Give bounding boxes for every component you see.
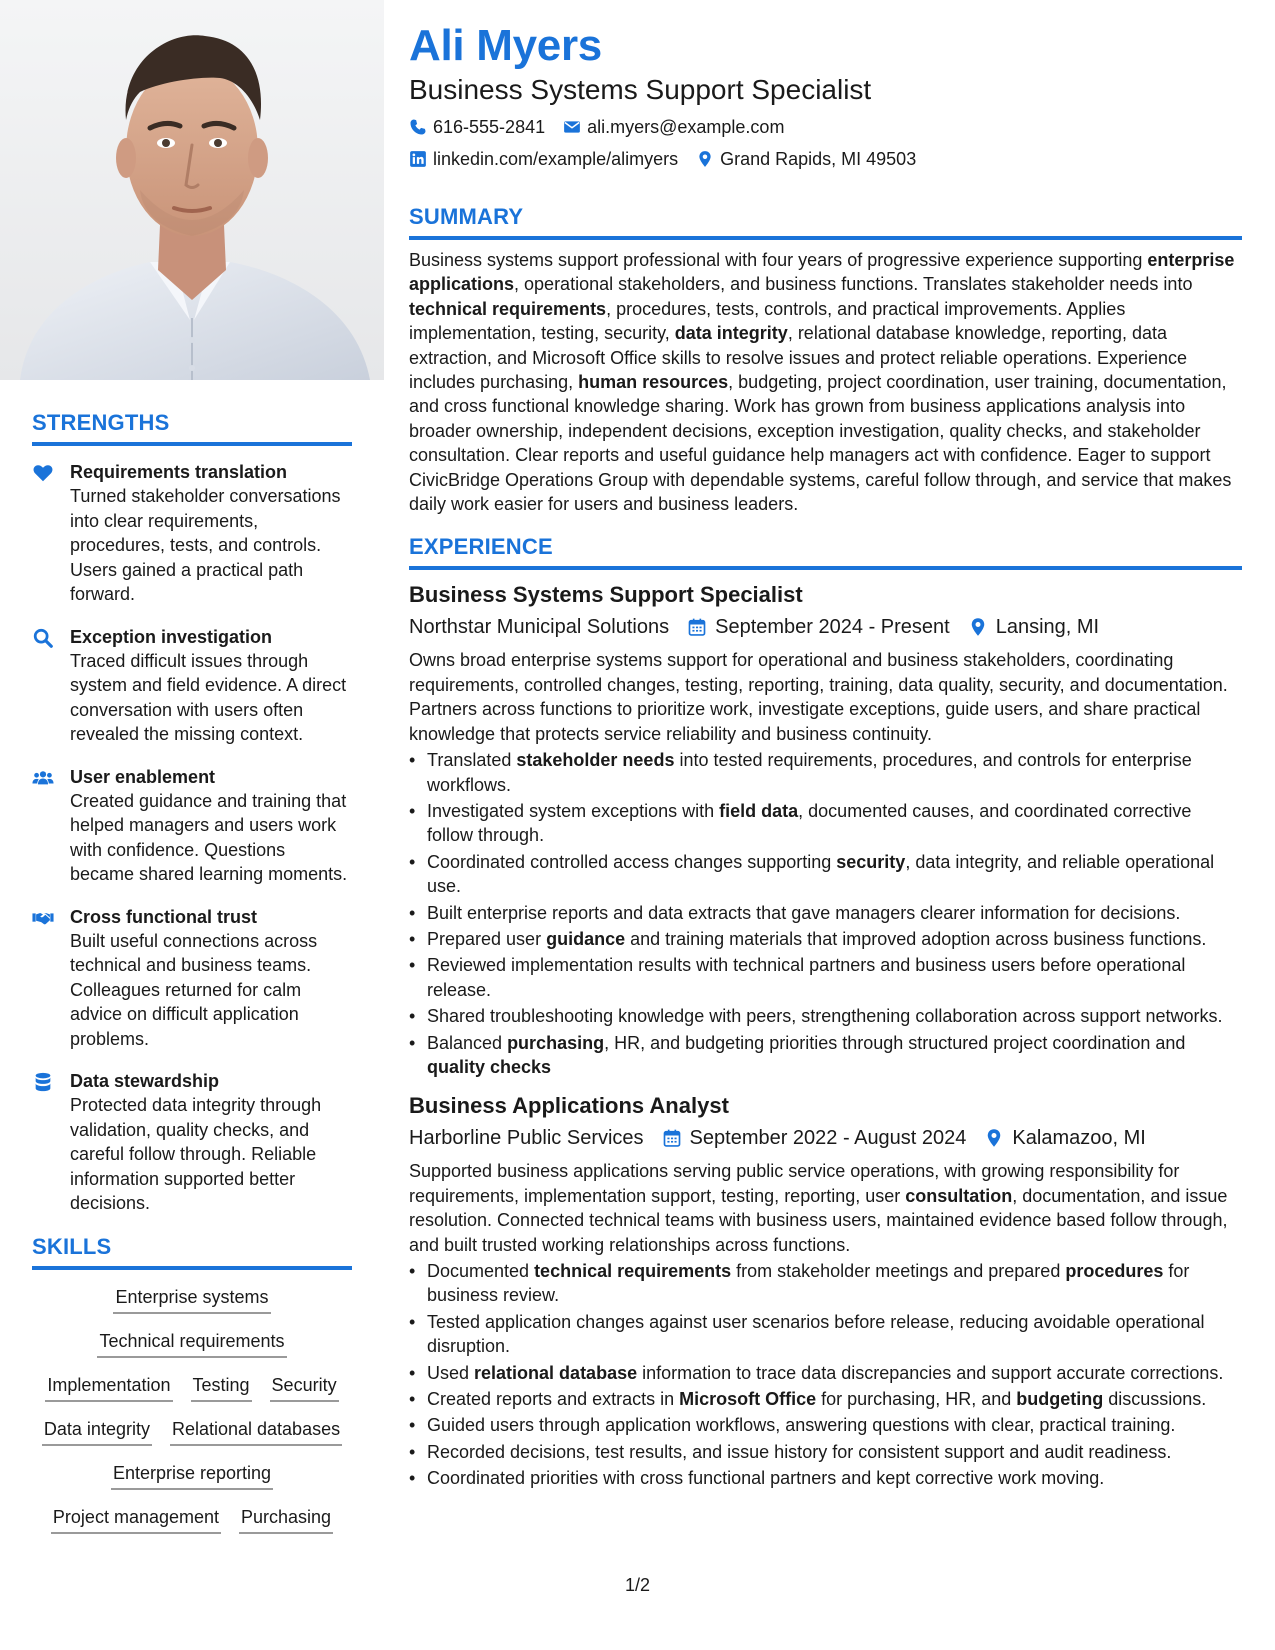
right-column bbox=[409, 20, 1242, 1493]
skill-row bbox=[32, 1460, 352, 1490]
job-meta bbox=[409, 1123, 1242, 1153]
map-pin-icon bbox=[968, 617, 988, 637]
strengths-heading: STRENGTHS bbox=[32, 410, 352, 446]
job-description: Supported business applications serving public service operations, with growing responsibility for requirements, implementation support, testing, reporting, user consultation, documentation, and issue resolution. Connected technical teams with business users, maintained evidence based follow through, and built trusted working relationships across functions. bbox=[409, 1161, 1228, 1255]
strength-item bbox=[32, 905, 352, 1052]
skill-tag: Relational databases bbox=[170, 1416, 342, 1446]
bold-keyword: security bbox=[836, 851, 906, 872]
job-bullet: • Coordinated priorities with cross functional partners and kept corrective work moving. bbox=[409, 1466, 1242, 1490]
bold-keyword: stakeholder needs bbox=[516, 750, 675, 771]
job-bullet: • Translated stakeholder needs into tested requirements, procedures, and controls for enterprise workflows. bbox=[409, 748, 1242, 797]
email-text: ali.myers@example.com bbox=[587, 117, 785, 137]
strength-description: Created guidance and training that helped managers and users work with confidence. Questions became shared learning moments. bbox=[70, 790, 348, 884]
skill-tag: Project management bbox=[51, 1504, 221, 1534]
contact-linkedin[interactable] bbox=[409, 146, 678, 172]
portrait-illustration bbox=[0, 0, 384, 380]
job-bullet: • Investigated system exceptions with field data, documented causes, and coordinated corrective follow through. bbox=[409, 799, 1242, 848]
calendar-icon bbox=[662, 1128, 682, 1148]
job-bullet: • Recorded decisions, test results, and issue history for consistent support and audit readiness. bbox=[409, 1440, 1242, 1464]
handshake-icon bbox=[32, 905, 70, 1052]
job-bullet: • Tested application changes against user scenarios before release, reducing avoidable operational disruption. bbox=[409, 1310, 1242, 1359]
job-entry bbox=[409, 1091, 1242, 1490]
strength-item bbox=[32, 765, 352, 887]
strength-description: Turned stakeholder conversations into clear requirements, procedures, tests, and controls. Users gained a practical path forward. bbox=[70, 486, 341, 604]
job-bullets bbox=[409, 748, 1242, 1079]
strength-item bbox=[32, 460, 352, 607]
skills-heading: SKILLS bbox=[32, 1234, 352, 1270]
job-bullet: • Documented technical requirements from stakeholder meetings and prepared procedures for business review. bbox=[409, 1259, 1242, 1308]
bold-keyword: relational database bbox=[474, 1362, 638, 1383]
bold-keyword: procedures bbox=[1065, 1261, 1164, 1281]
envelope-icon bbox=[563, 118, 581, 136]
candidate-headline: Business Systems Support Specialist bbox=[409, 74, 872, 105]
job-bullet: • Prepared user guidance and training materials that improved adoption across business functions. bbox=[409, 927, 1242, 951]
skill-row bbox=[32, 1504, 352, 1534]
strength-description: Traced difficult issues through system and field evidence. A direct conversation with users often revealed the missing context. bbox=[70, 650, 347, 744]
job-bullet: • Guided users through application workflows, answering questions with clear, practical training. bbox=[409, 1413, 1242, 1437]
job-entry bbox=[409, 580, 1242, 1079]
skill-tag: Enterprise reporting bbox=[111, 1460, 273, 1490]
strength-title: Data stewardship bbox=[70, 1071, 220, 1091]
map-pin-icon bbox=[696, 150, 714, 168]
strength-description: Protected data integrity through validation, quality checks, and careful follow through. Reliable information supported better decisions. bbox=[70, 1095, 322, 1213]
job-location: Lansing, MI bbox=[995, 616, 1100, 639]
company-name: Northstar Municipal Solutions bbox=[409, 616, 670, 639]
bold-keyword: purchasing bbox=[507, 1032, 605, 1053]
job-description: Owns broad enterprise systems support for operational and business stakeholders, coordinating requirements, controlled changes, testing, reporting, training, data quality, security, and documentation. Partners across functions to prioritize work, investigate exceptions, guide users, and share practical knowledge that protects service reliability and business continuity. bbox=[409, 650, 1228, 744]
skill-tag: Data integrity bbox=[42, 1416, 152, 1446]
contact-info bbox=[409, 114, 1242, 172]
job-bullet: • Built enterprise reports and data extracts that gave managers clearer information for decisions. bbox=[409, 901, 1242, 925]
job-bullet: • Balanced purchasing, HR, and budgeting priorities through structured project coordination and quality checks bbox=[409, 1031, 1242, 1080]
bold-keyword: Microsoft Office bbox=[679, 1389, 817, 1410]
skill-row bbox=[32, 1284, 352, 1314]
strengths-list bbox=[32, 460, 352, 1216]
summary-heading: SUMMARY bbox=[409, 204, 1242, 240]
linkedin-icon bbox=[409, 150, 427, 168]
skill-row bbox=[32, 1372, 352, 1402]
summary-text: Business systems support professional with four years of progressive experience supporting enterprise applications, operational stakeholders, and business functions. Translates stakeholder needs into technical requirements, procedures, tests, controls, and practical improvements. Applies implementation, testing, security, data integrity, relational database knowledge, reporting, data extraction, and Microsoft Office skills to resolve issues and protect reliable operations. Experience includes purchasing, human resources, budgeting, project coordination, user training, documentation, and cross functional knowledge sharing. Work has grown from business applications analysis into broader ownership, independent decisions, exception investigation, quality checks, and stakeholder consultation. Clear reports and useful guidance help managers act with confidence. Eager to support CivicBridge Operations Group with dependable systems, careful follow through, and service that makes daily work easier for users and business leaders. bbox=[409, 250, 1235, 515]
calendar-icon bbox=[687, 617, 707, 637]
skill-tag: Implementation bbox=[45, 1372, 172, 1402]
users-icon bbox=[32, 765, 70, 887]
skill-tag: Purchasing bbox=[239, 1504, 333, 1534]
experience-heading: EXPERIENCE bbox=[409, 534, 1242, 570]
skills-list bbox=[32, 1284, 352, 1534]
job-location: Kalamazoo, MI bbox=[1012, 1127, 1146, 1150]
location-text: Grand Rapids, MI 49503 bbox=[720, 149, 917, 169]
job-bullets bbox=[409, 1259, 1242, 1491]
skill-tag: Security bbox=[270, 1372, 339, 1402]
candidate-name: Ali Myers bbox=[409, 21, 602, 70]
contact-location bbox=[696, 146, 916, 172]
strength-description: Built useful connections across technical and business teams. Colleagues returned for calm advice on difficult application problems. bbox=[70, 930, 318, 1049]
strength-item bbox=[32, 625, 352, 747]
map-pin-icon bbox=[984, 1128, 1004, 1148]
skill-tag: Enterprise systems bbox=[113, 1284, 270, 1314]
left-content bbox=[32, 410, 352, 1548]
summary-section bbox=[409, 204, 1242, 516]
bold-keyword: consultation bbox=[905, 1185, 1013, 1206]
contact-email[interactable] bbox=[563, 114, 784, 140]
bold-keyword: technical requirements bbox=[534, 1261, 732, 1281]
skill-row bbox=[32, 1328, 352, 1358]
linkedin-text: linkedin.com/example/alimyers bbox=[433, 149, 679, 169]
search-icon bbox=[32, 625, 70, 747]
bold-keyword: technical requirements bbox=[409, 298, 607, 319]
database-icon bbox=[32, 1069, 70, 1216]
job-bullet: • Coordinated controlled access changes supporting security, data integrity, and reliable operational use. bbox=[409, 850, 1242, 899]
strength-title: User enablement bbox=[70, 766, 216, 787]
bold-keyword: data integrity bbox=[674, 323, 788, 344]
job-bullet: • Used relational database information to trace data discrepancies and support accurate corrections. bbox=[409, 1361, 1242, 1385]
page-number: 1/2 bbox=[625, 1575, 651, 1595]
bold-keyword: guidance bbox=[546, 928, 626, 949]
heart-icon bbox=[32, 460, 70, 607]
company-name: Harborline Public Services bbox=[409, 1127, 644, 1150]
strength-item bbox=[32, 1069, 352, 1216]
strength-title: Exception investigation bbox=[70, 626, 273, 647]
job-meta bbox=[409, 612, 1242, 642]
left-column bbox=[0, 0, 384, 1650]
skill-row bbox=[32, 1416, 352, 1446]
job-title: Business Systems Support Specialist bbox=[409, 582, 803, 608]
job-dates: September 2024 - Present bbox=[715, 616, 950, 639]
job-bullet: • Created reports and extracts in Microsoft Office for purchasing, HR, and budgeting discussions. bbox=[409, 1387, 1242, 1411]
bold-keyword: quality checks bbox=[427, 1056, 552, 1077]
phone-text: 616-555-2841 bbox=[433, 117, 546, 137]
bold-keyword: human resources bbox=[578, 372, 729, 393]
strength-title: Requirements translation bbox=[70, 462, 288, 482]
experience-section bbox=[409, 534, 1242, 1490]
strength-title: Cross functional trust bbox=[70, 906, 258, 927]
profile-photo bbox=[0, 0, 384, 380]
job-title: Business Applications Analyst bbox=[409, 1093, 729, 1119]
bold-keyword: budgeting bbox=[1016, 1389, 1104, 1410]
job-bullet: • Reviewed implementation results with technical partners and business users before operational release. bbox=[409, 953, 1242, 1002]
bold-keyword: field data bbox=[719, 800, 799, 821]
skill-tag: Testing bbox=[191, 1372, 252, 1402]
phone-icon bbox=[409, 118, 427, 136]
job-bullet: • Shared troubleshooting knowledge with peers, strengthening collaboration across support networks. bbox=[409, 1004, 1242, 1028]
job-dates: September 2022 - August 2024 bbox=[689, 1127, 967, 1150]
bold-keyword: enterprise applications bbox=[409, 250, 1235, 295]
contact-phone[interactable] bbox=[409, 114, 545, 140]
skill-tag: Technical requirements bbox=[97, 1328, 286, 1358]
